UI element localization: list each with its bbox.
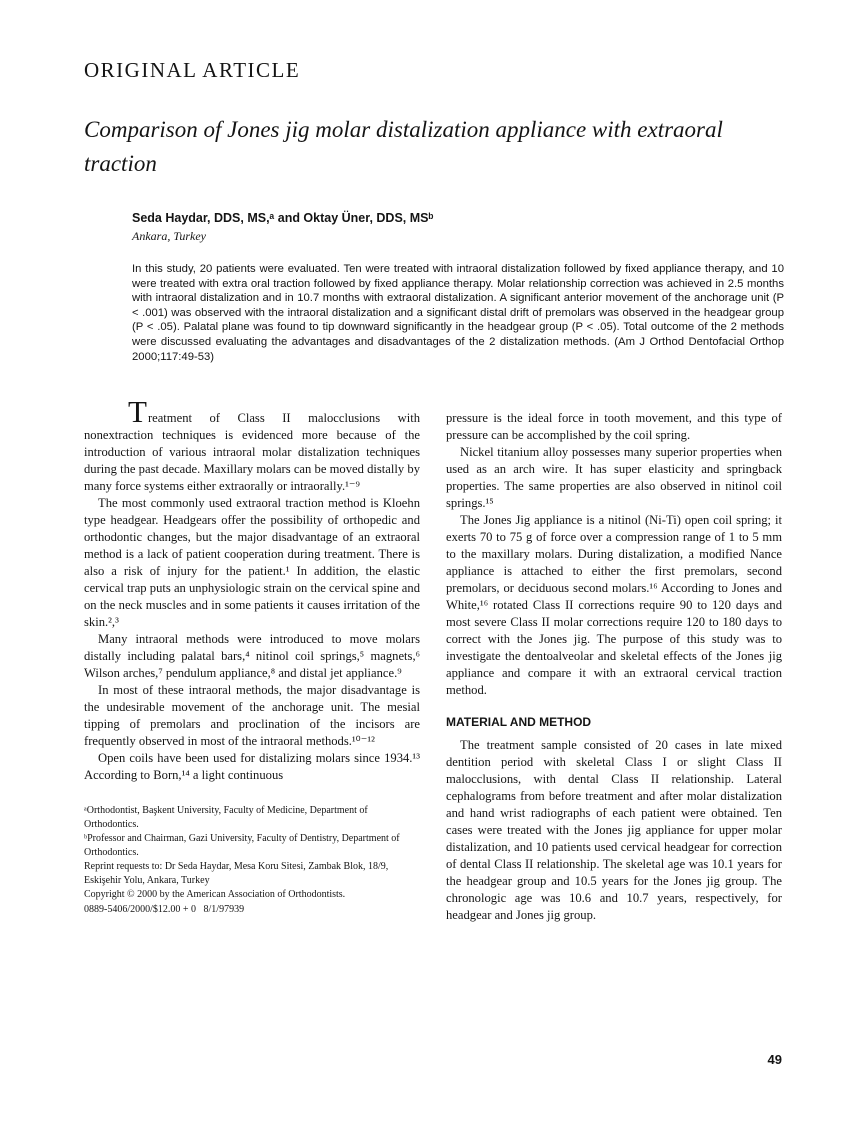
abstract-text: In this study, 20 patients were evaluated. Ten were treated with intraoral distalization followed by fixed appliance therapy, and 10 were treated with extra oral traction followed by fixed appliance therapy. Molar relationship correction was achieved in 2.5 months with intraoral distalization and in 10.7 months with extraoral distalization. A significant anterior movement of the anchorage unit (P < .001) was observed with the intraoral distalization and a significant distal drift of premolars was observed in the headgear group (P < .05). Palatal plane was found to tip downward significantly in the headgear group (P < .05). Total outcome of the 2 methods were discussed evaluating the advantages and disadvantages of the 2 distalization methods. (Am J Orthod Dentofacial Orthop 2000;117:49-53): [132, 263, 784, 363]
body-paragraph: pressure is the ideal force in tooth movement, and this type of pressure can be accomplished by the coil spring.: [446, 411, 782, 443]
body-columns: [84, 394, 782, 924]
body-paragraph: [84, 394, 420, 495]
body-paragraph: In most of these intraoral methods, the major disadvantage is the undesirable movement of the anchorage unit. The mesial tipping of premolars and proclination of the incisors are frequently observed in most of the intraoral methods.¹⁰⁻¹²: [84, 683, 420, 749]
footnotes-block: [84, 804, 420, 916]
article-title: Comparison of Jones jig molar distalization appliance with extraoral traction: [84, 117, 723, 177]
body-paragraph: The treatment sample consisted of 20 cases in late mixed dentition period with skeletal Class I or slight Class II malocclusions, with dental Class II relationship. Lateral cephalograms from before treatment and after molar distalization and hand wrist radiographs of each patient were obtained. Ten cases were treated with the Jones jig appliance for upper molar distalization, and 10 patients used cervical headgear for correction of dental Class II relationship. The skeletal age was 10.1 years for the headgear group and 10.5 years for the Jones jig group. The chronologic age was 10.6 and 10.7 years, respectively, for headgear and Jones jig group.: [446, 738, 782, 923]
right-column: [446, 410, 782, 924]
section-heading-material-and-method: MATERIAL AND METHOD: [446, 715, 592, 730]
footnote-reprint-requests: Reprint requests to: Dr Seda Haydar, Mesa Koru Sitesi, Zambak Blok, 18/9, Eskişehir Yolu, Ankara, Turkey: [84, 861, 389, 886]
authors-line: Seda Haydar, DDS, MS,ᵃ and Oktay Üner, DDS, MSᵇ: [132, 211, 434, 226]
footnote-copyright: Copyright © 2000 by the American Association of Orthodontists.: [84, 889, 346, 901]
authors-location: Ankara, Turkey: [132, 229, 206, 244]
body-paragraph: The Jones Jig appliance is a nitinol (Ni-Ti) open coil spring; it exerts 70 to 75 g of force over a compression range of 1 to 5 mm to the maxillary molars. During distalization, a modified Nance appliance is attached to either the first premolars, second premolars, or deciduous second molars.¹⁶ According to Jones and White,¹⁶ rotated Class II corrections require 90 to 120 days and most severe Class II molar corrections require 120 to 180 days to correct with the Jones jig. The purpose of this study was to investigate the dentoalveolar and skeletal effects of the Jones jig appliance and compare it with an extraoral cervical traction method.: [446, 513, 782, 698]
left-column: [84, 394, 420, 924]
footnote-issn-code: 0889-5406/2000/$12.00 + 0 8/1/97939: [84, 903, 245, 915]
page-number: 49: [767, 1052, 782, 1067]
dropcap-letter: T: [128, 394, 148, 430]
footnote-affiliation-a: ᵃOrthodontist, Başkent University, Faculty of Medicine, Department of Orthodontics.: [84, 805, 368, 830]
body-paragraph: Open coils have been used for distalizing molars since 1934.¹³ According to Born,¹⁴ a light continuous: [84, 751, 420, 783]
paragraph-text: reatment of Class II malocclusions with nonextraction techniques is evidenced more because of the introduction of various intraoral molar distalization techniques during the past decade. Maxillary molars can be moved distally by many force systems either extraorally or intraorally.¹⁻⁹: [84, 411, 420, 494]
body-paragraph: Many intraoral methods were introduced to move molars distally including palatal bars,⁴ nitinol coil springs,⁵ magnets,⁶ Wilson arches,⁷ pendulum appliance,⁸ and distal jet appliance.⁹: [84, 632, 420, 681]
body-paragraph: The most commonly used extraoral traction method is Kloehn type headgear. Headgears offer the possibility of orthopedic and orthodontic changes, but the major disadvantage of an extraoral method is a lack of patient cooperation during treatment. There is also a risk of injury for the patient.¹ In addition, the elastic cervical trap puts an unphysiologic strain on the cervical spine and on the neck muscles and in some patients it causes irritation of the skin.²,³: [84, 496, 420, 630]
article-type-kicker: ORIGINAL ARTICLE: [84, 58, 301, 82]
footnote-affiliation-b: ᵇProfessor and Chairman, Gazi University, Faculty of Dentistry, Department of Orthodontics.: [84, 833, 400, 858]
body-paragraph: Nickel titanium alloy possesses many superior properties when used as an arch wire. It has super elasticity and springback properties. The same properties are also observed in nitinol coil springs.¹⁵: [446, 445, 782, 511]
byline-block: [132, 211, 782, 244]
